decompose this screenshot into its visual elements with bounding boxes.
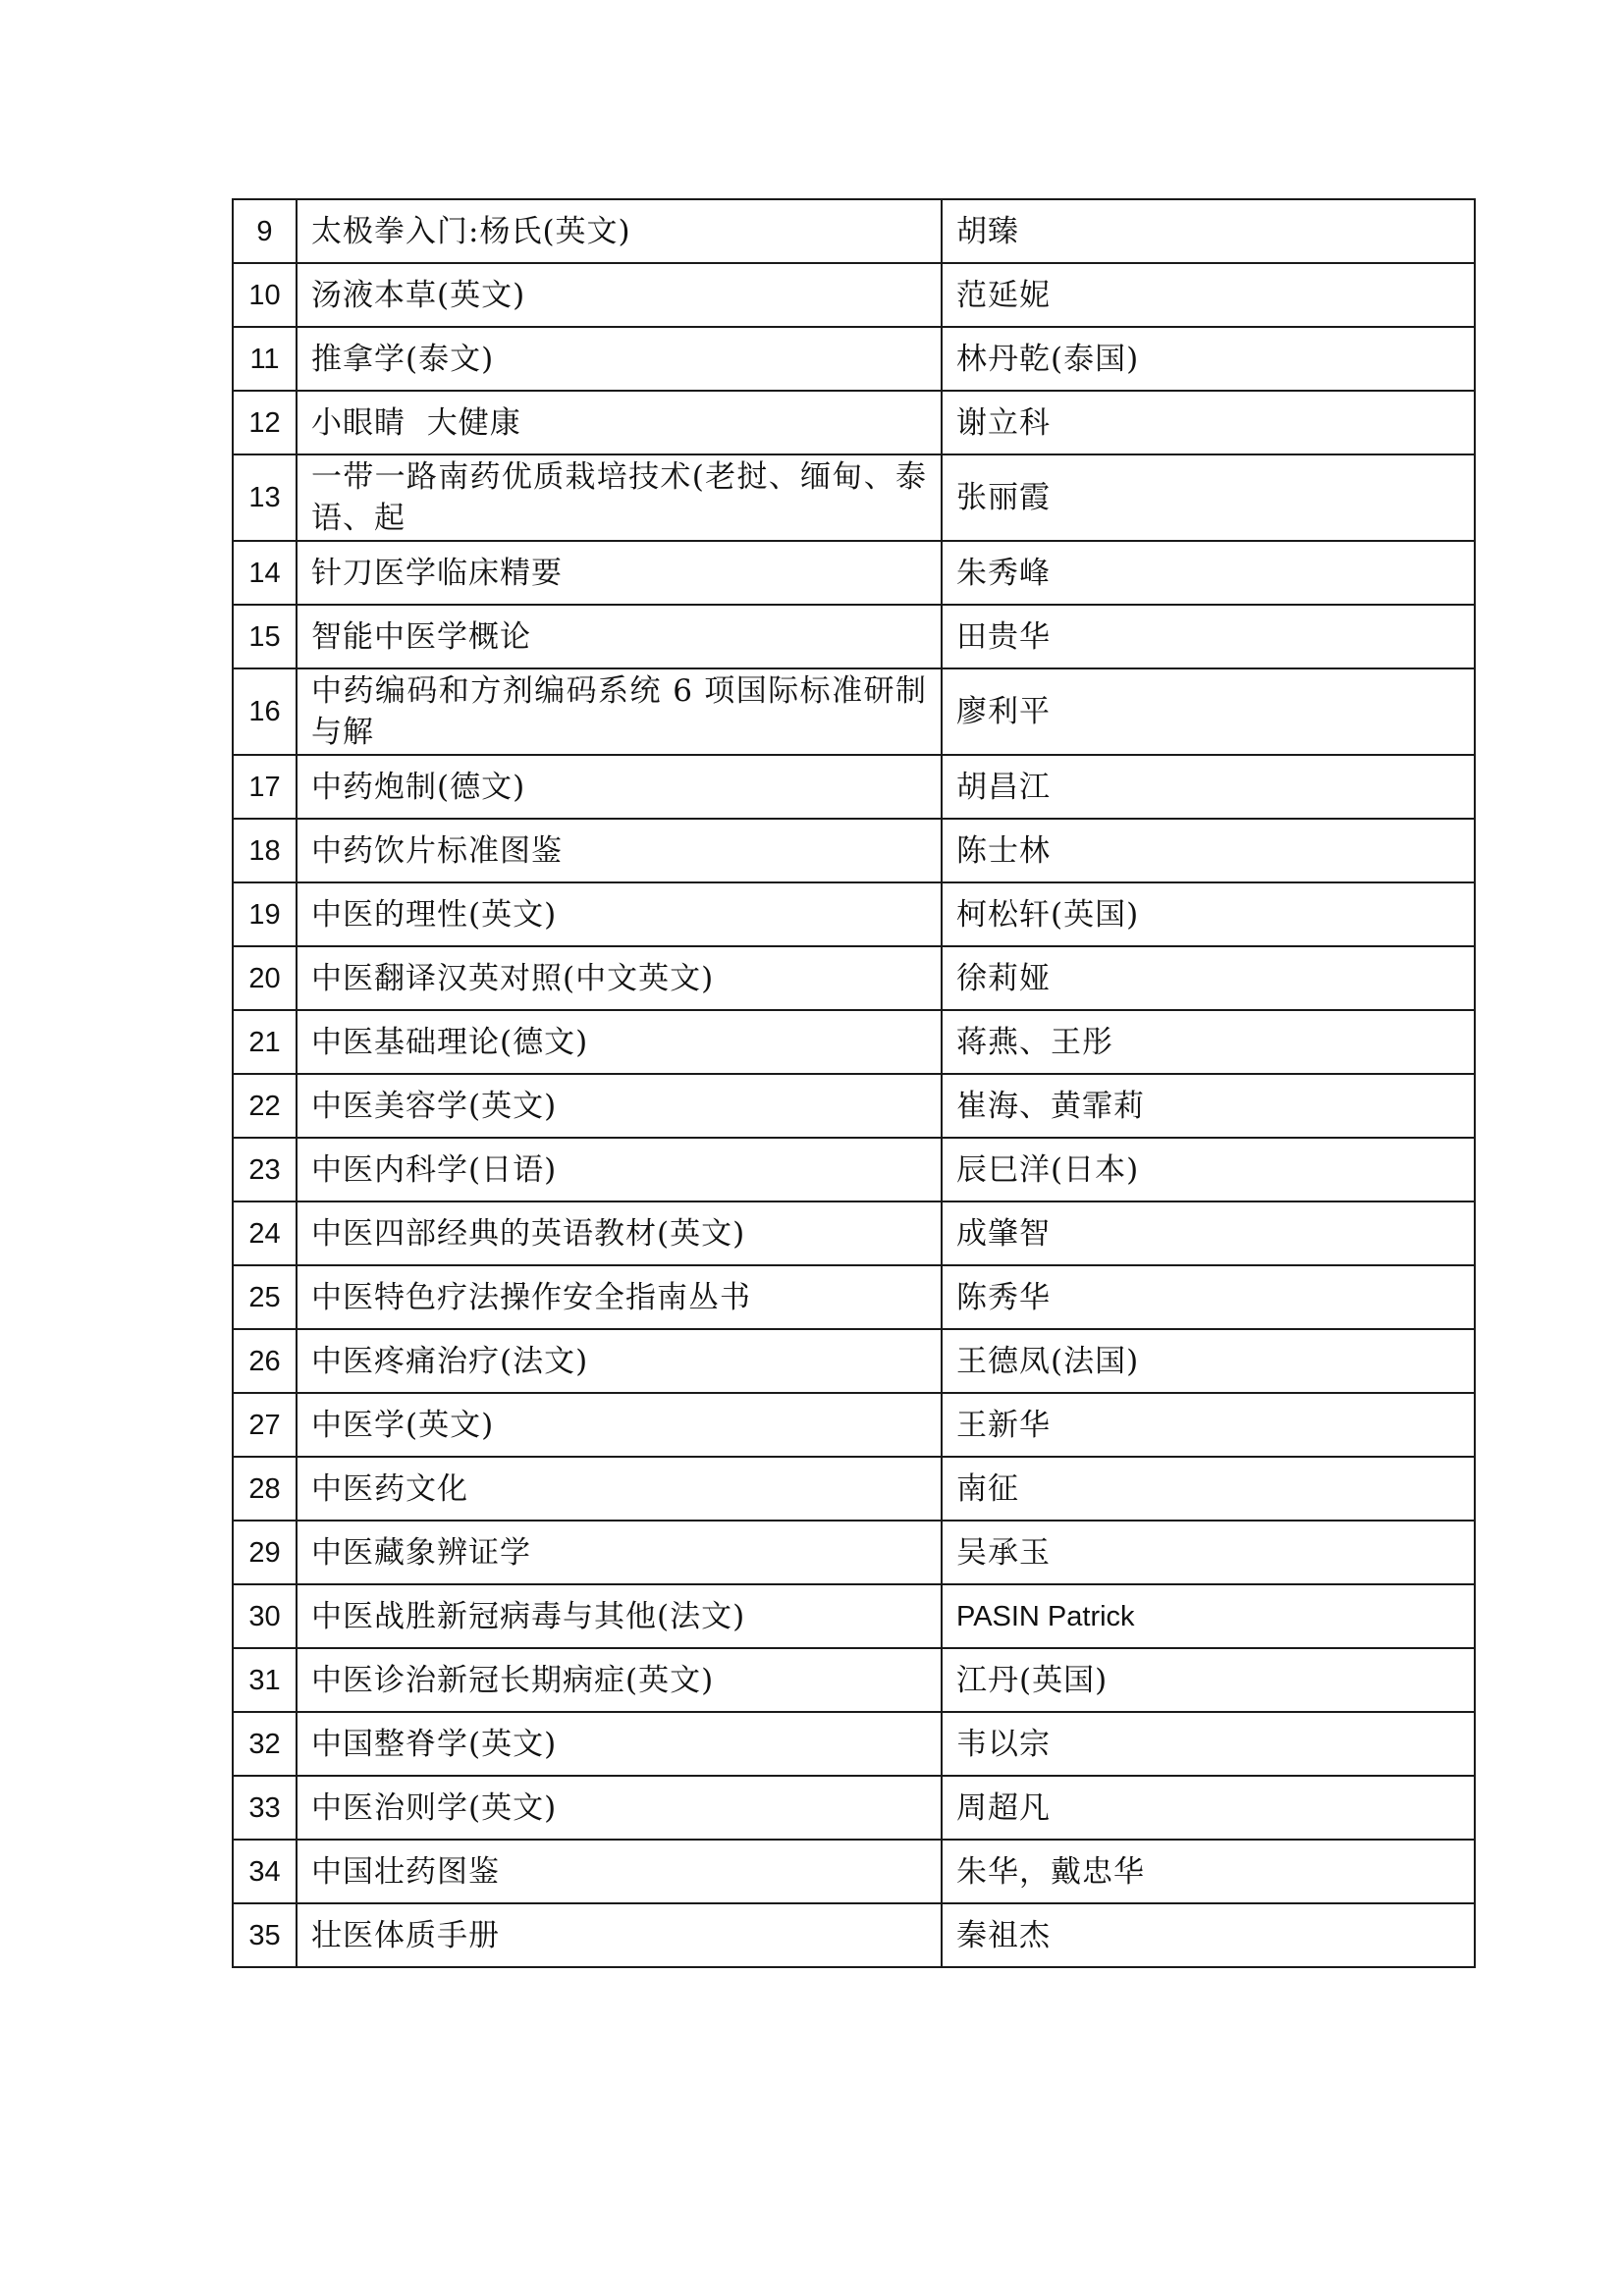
book-title: 汤液本草(英文) (297, 263, 942, 327)
row-number: 23 (233, 1138, 297, 1201)
book-title: 一带一路南药优质栽培技术(老挝、缅甸、泰语、起 (297, 454, 942, 541)
table-row (233, 541, 1475, 605)
row-number: 35 (233, 1903, 297, 1967)
book-title: 中医药文化 (297, 1457, 942, 1521)
book-title: 壮医体质手册 (297, 1903, 942, 1967)
row-number: 14 (233, 541, 297, 605)
table-row (233, 1903, 1475, 1967)
table-row (233, 1648, 1475, 1712)
book-author: PASIN Patrick (942, 1584, 1475, 1648)
row-number: 19 (233, 882, 297, 946)
book-title: 中医特色疗法操作安全指南丛书 (297, 1265, 942, 1329)
book-author: 朱华，戴忠华 (942, 1840, 1475, 1903)
row-number: 24 (233, 1201, 297, 1265)
book-title: 中医基础理论(德文) (297, 1010, 942, 1074)
table-row (233, 1265, 1475, 1329)
book-title: 智能中医学概论 (297, 605, 942, 668)
row-number: 12 (233, 391, 297, 454)
table-row (233, 1584, 1475, 1648)
book-author: 朱秀峰 (942, 541, 1475, 605)
row-number: 11 (233, 327, 297, 391)
book-title: 中医美容学(英文) (297, 1074, 942, 1138)
book-title: 中医学(英文) (297, 1393, 942, 1457)
book-title: 小眼睛 大健康 (297, 391, 942, 454)
row-number: 29 (233, 1521, 297, 1584)
book-author: 成肇智 (942, 1201, 1475, 1265)
book-author: 林丹乾(泰国) (942, 327, 1475, 391)
book-title: 中医诊治新冠长期病症(英文) (297, 1648, 942, 1712)
book-author: 徐莉娅 (942, 946, 1475, 1010)
row-number: 15 (233, 605, 297, 668)
table-row (233, 1457, 1475, 1521)
book-author: 胡昌江 (942, 755, 1475, 819)
book-title: 中药编码和方剂编码系统 6 项国际标准研制与解 (297, 668, 942, 755)
book-author: 吴承玉 (942, 1521, 1475, 1584)
book-title: 中国壮药图鉴 (297, 1840, 942, 1903)
table-row (233, 1712, 1475, 1776)
book-author: 王德凤(法国) (942, 1329, 1475, 1393)
table-row (233, 263, 1475, 327)
book-author: 田贵华 (942, 605, 1475, 668)
row-number: 18 (233, 819, 297, 882)
table-row (233, 1010, 1475, 1074)
row-number: 21 (233, 1010, 297, 1074)
table-row (233, 946, 1475, 1010)
book-author: 谢立科 (942, 391, 1475, 454)
book-author: 周超凡 (942, 1776, 1475, 1840)
row-number: 30 (233, 1584, 297, 1648)
book-author: 蒋燕、王彤 (942, 1010, 1475, 1074)
table-row (233, 668, 1475, 755)
book-title: 中医四部经典的英语教材(英文) (297, 1201, 942, 1265)
row-number: 25 (233, 1265, 297, 1329)
book-author: 南征 (942, 1457, 1475, 1521)
row-number: 33 (233, 1776, 297, 1840)
book-title: 中药饮片标准图鉴 (297, 819, 942, 882)
row-number: 32 (233, 1712, 297, 1776)
book-title: 中医战胜新冠病毒与其他(法文) (297, 1584, 942, 1648)
book-author: 辰巳洋(日本) (942, 1138, 1475, 1201)
book-author: 范延妮 (942, 263, 1475, 327)
book-title: 中医的理性(英文) (297, 882, 942, 946)
row-number: 26 (233, 1329, 297, 1393)
row-number: 27 (233, 1393, 297, 1457)
book-title: 推拿学(泰文) (297, 327, 942, 391)
book-title: 针刀医学临床精要 (297, 541, 942, 605)
book-author: 韦以宗 (942, 1712, 1475, 1776)
book-author: 崔海、黄霏莉 (942, 1074, 1475, 1138)
row-number: 13 (233, 454, 297, 541)
row-number: 28 (233, 1457, 297, 1521)
book-title: 中药炮制(德文) (297, 755, 942, 819)
table-row (233, 1521, 1475, 1584)
table-row (233, 819, 1475, 882)
book-title: 中医藏象辨证学 (297, 1521, 942, 1584)
book-title: 中医疼痛治疗(法文) (297, 1329, 942, 1393)
table-row (233, 605, 1475, 668)
row-number: 17 (233, 755, 297, 819)
row-number: 9 (233, 199, 297, 263)
book-author: 柯松轩(英国) (942, 882, 1475, 946)
table-row (233, 1840, 1475, 1903)
book-author: 江丹(英国) (942, 1648, 1475, 1712)
book-title: 中国整脊学(英文) (297, 1712, 942, 1776)
row-number: 22 (233, 1074, 297, 1138)
book-title: 中医内科学(日语) (297, 1138, 942, 1201)
row-number: 31 (233, 1648, 297, 1712)
table-row (233, 1201, 1475, 1265)
book-author: 胡臻 (942, 199, 1475, 263)
table-row (233, 454, 1475, 541)
book-title: 中医翻译汉英对照(中文英文) (297, 946, 942, 1010)
book-author: 廖利平 (942, 668, 1475, 755)
book-author: 秦祖杰 (942, 1903, 1475, 1967)
book-author: 张丽霞 (942, 454, 1475, 541)
table-row (233, 327, 1475, 391)
table-row (233, 199, 1475, 263)
table-row (233, 1074, 1475, 1138)
table-row (233, 755, 1475, 819)
table-row (233, 391, 1475, 454)
table-row (233, 1393, 1475, 1457)
row-number: 34 (233, 1840, 297, 1903)
row-number: 20 (233, 946, 297, 1010)
book-title: 中医治则学(英文) (297, 1776, 942, 1840)
table-row (233, 1329, 1475, 1393)
book-author: 陈秀华 (942, 1265, 1475, 1329)
book-author: 王新华 (942, 1393, 1475, 1457)
table-row (233, 882, 1475, 946)
book-title: 太极拳入门:杨氏(英文) (297, 199, 942, 263)
book-author: 陈士林 (942, 819, 1475, 882)
table-row (233, 1776, 1475, 1840)
book-list-table (232, 198, 1476, 1968)
table-row (233, 1138, 1475, 1201)
row-number: 16 (233, 668, 297, 755)
row-number: 10 (233, 263, 297, 327)
